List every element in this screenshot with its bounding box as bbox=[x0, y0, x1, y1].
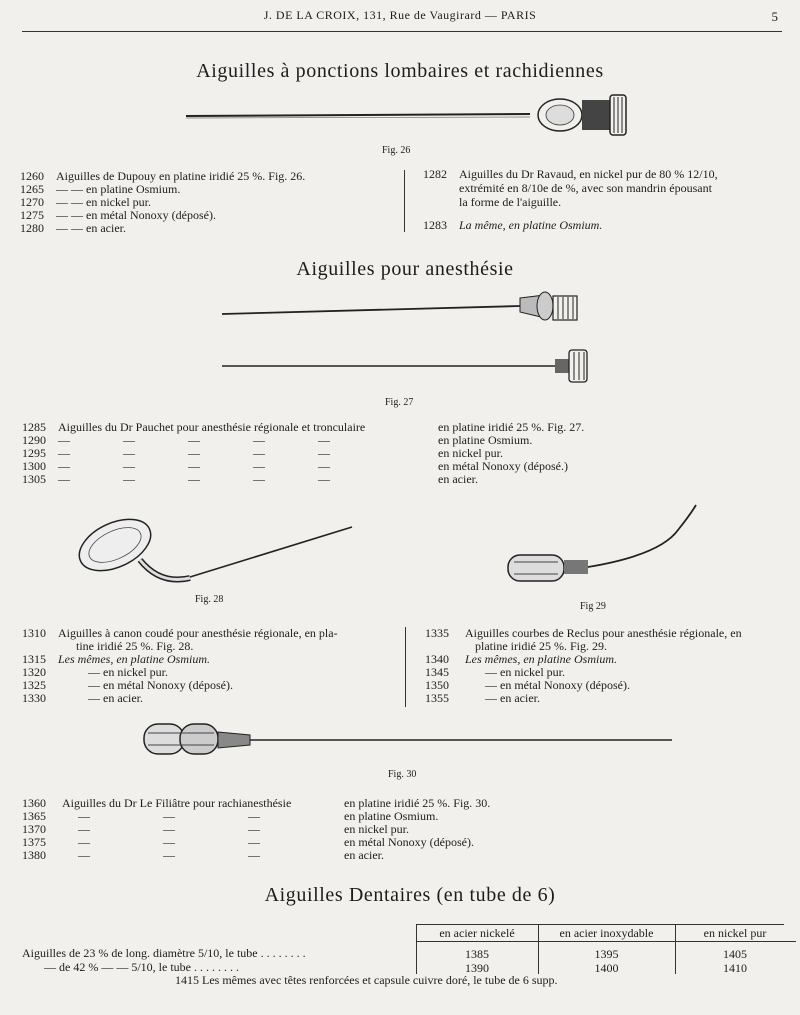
figure-caption-28: Fig. 28 bbox=[195, 594, 224, 605]
needle-28 bbox=[71, 509, 352, 581]
table-row: 1365 — — — bbox=[22, 809, 260, 823]
list-item: 1330 — en acier. bbox=[22, 691, 143, 705]
column-divider bbox=[405, 627, 406, 707]
list-item-continuation: la forme de l'aiguille. bbox=[459, 195, 562, 209]
table-row-label: Aiguilles de 23 % de long. diamètre 5/10, le tube . . . . . . . . bbox=[22, 946, 306, 960]
table-cell: en platine Osmium. bbox=[344, 809, 439, 823]
figure-caption-27: Fig. 27 bbox=[385, 397, 414, 408]
list-item: 1265 — — en platine Osmium. bbox=[20, 182, 181, 196]
table-header-rule bbox=[416, 941, 796, 942]
table-cell: en métal Nonoxy (déposé.) bbox=[438, 459, 568, 473]
list-item-continuation: extrémité en 8/10e de %, avec son mandrin épousant bbox=[459, 181, 712, 195]
table-cell: 1405 bbox=[723, 947, 747, 961]
list-item: 1340 Les mêmes, en platine Osmium. bbox=[425, 652, 617, 666]
list-item: 1350 — en métal Nonoxy (déposé). bbox=[425, 678, 630, 692]
footnote: 1415 Les mêmes avec têtes renforcées et capsule cuivre doré, le tube de 6 supp. bbox=[175, 973, 558, 987]
list-item: platine iridié 25 %. Fig. 29. bbox=[475, 639, 607, 653]
figure-caption-29: Fig 29 bbox=[580, 601, 606, 612]
table-cell: en métal Nonoxy (déposé). bbox=[344, 835, 474, 849]
table-row-label: — de 42 % — — 5/10, le tube . . . . . . . . bbox=[44, 960, 239, 974]
figure-caption-26: Fig. 26 bbox=[382, 145, 411, 156]
list-item: 1310 Aiguilles à canon coudé pour anesthésie régionale, en pla- bbox=[22, 626, 338, 640]
table-row: 1295 — — — — — bbox=[22, 446, 330, 460]
table-cell: 1390 bbox=[465, 961, 489, 975]
table-cell: en nickel pur. bbox=[344, 822, 409, 836]
table-cell: en platine Osmium. bbox=[438, 433, 533, 447]
table-row: 1375 — — — bbox=[22, 835, 260, 849]
figure-caption-30: Fig. 30 bbox=[388, 769, 417, 780]
table-cell: en nickel pur. bbox=[438, 446, 503, 460]
list-item: 1282 Aiguilles du Dr Ravaud, en nickel pur de 80 % 12/10, bbox=[423, 167, 718, 181]
needle-26 bbox=[186, 95, 626, 135]
list-item: 1325 — en métal Nonoxy (déposé). bbox=[22, 678, 233, 692]
needle-27a bbox=[222, 292, 577, 320]
list-item: 1275 — — en métal Nonoxy (déposé). bbox=[20, 208, 216, 222]
list-item: 1283 La même, en platine Osmium. bbox=[423, 218, 603, 232]
table-row: 1380 — — — bbox=[22, 848, 260, 862]
needle-30 bbox=[144, 724, 672, 754]
list-item: 1345 — en nickel pur. bbox=[425, 665, 565, 679]
list-item: tine iridié 25 %. Fig. 28. bbox=[76, 639, 194, 653]
list-item: 1355 — en acier. bbox=[425, 691, 540, 705]
section-title-anesthesie: Aiguilles pour anesthésie bbox=[296, 258, 514, 280]
list-item: 1270 — — en nickel pur. bbox=[20, 195, 151, 209]
table-row: 1285 Aiguilles du Dr Pauchet pour anesthésie régionale et tronculaire bbox=[22, 420, 366, 434]
needle-27b bbox=[222, 350, 587, 382]
running-header: J. DE LA CROIX, 131, Rue de Vaugirard — PARIS bbox=[263, 8, 537, 22]
table-cell: en platine iridié 25 %. Fig. 30. bbox=[344, 796, 491, 810]
table-row: 1300 — — — — — bbox=[22, 459, 330, 473]
table-cell: 1385 bbox=[465, 947, 489, 961]
column-header: en nickel pur bbox=[703, 926, 767, 940]
section-title-dentaires: Aiguilles Dentaires (en tube de 6) bbox=[264, 884, 556, 906]
column-header: en acier inoxydable bbox=[559, 926, 654, 940]
table-row: 1370 — — — bbox=[22, 822, 260, 836]
column-header: en acier nickelé bbox=[439, 926, 515, 940]
list-item: 1315 Les mêmes, en platine Osmium. bbox=[22, 652, 210, 666]
table-row: 1305 — — — — — bbox=[22, 472, 330, 486]
section-title-lombaires: Aiguilles à ponctions lombaires et rachidiennes bbox=[196, 60, 604, 82]
page-number: 5 bbox=[771, 9, 778, 24]
table-cell: 1410 bbox=[723, 961, 747, 975]
table-cell: en acier. bbox=[344, 848, 384, 862]
column-divider bbox=[404, 170, 405, 232]
table-row: 1360 Aiguilles du Dr Le Filiâtre pour rachianesthésie bbox=[22, 796, 292, 810]
needle-29 bbox=[508, 505, 696, 581]
table-cell: 1400 bbox=[594, 961, 619, 975]
table-cell: en platine iridié 25 %. Fig. 27. bbox=[438, 420, 585, 434]
table-cell: en acier. bbox=[438, 472, 478, 486]
table-top-rule bbox=[416, 924, 784, 925]
list-item: 1320 — en nickel pur. bbox=[22, 665, 168, 679]
table-row: 1290 — — — — — bbox=[22, 433, 330, 447]
list-item: 1280 — — en acier. bbox=[20, 221, 126, 235]
list-item: 1335 Aiguilles courbes de Reclus pour anesthésie régionale, en bbox=[425, 626, 742, 640]
table-cell: 1395 bbox=[594, 947, 619, 961]
list-item: 1260 Aiguilles de Dupouy en platine iridié 25 %. Fig. 26. bbox=[20, 169, 306, 183]
